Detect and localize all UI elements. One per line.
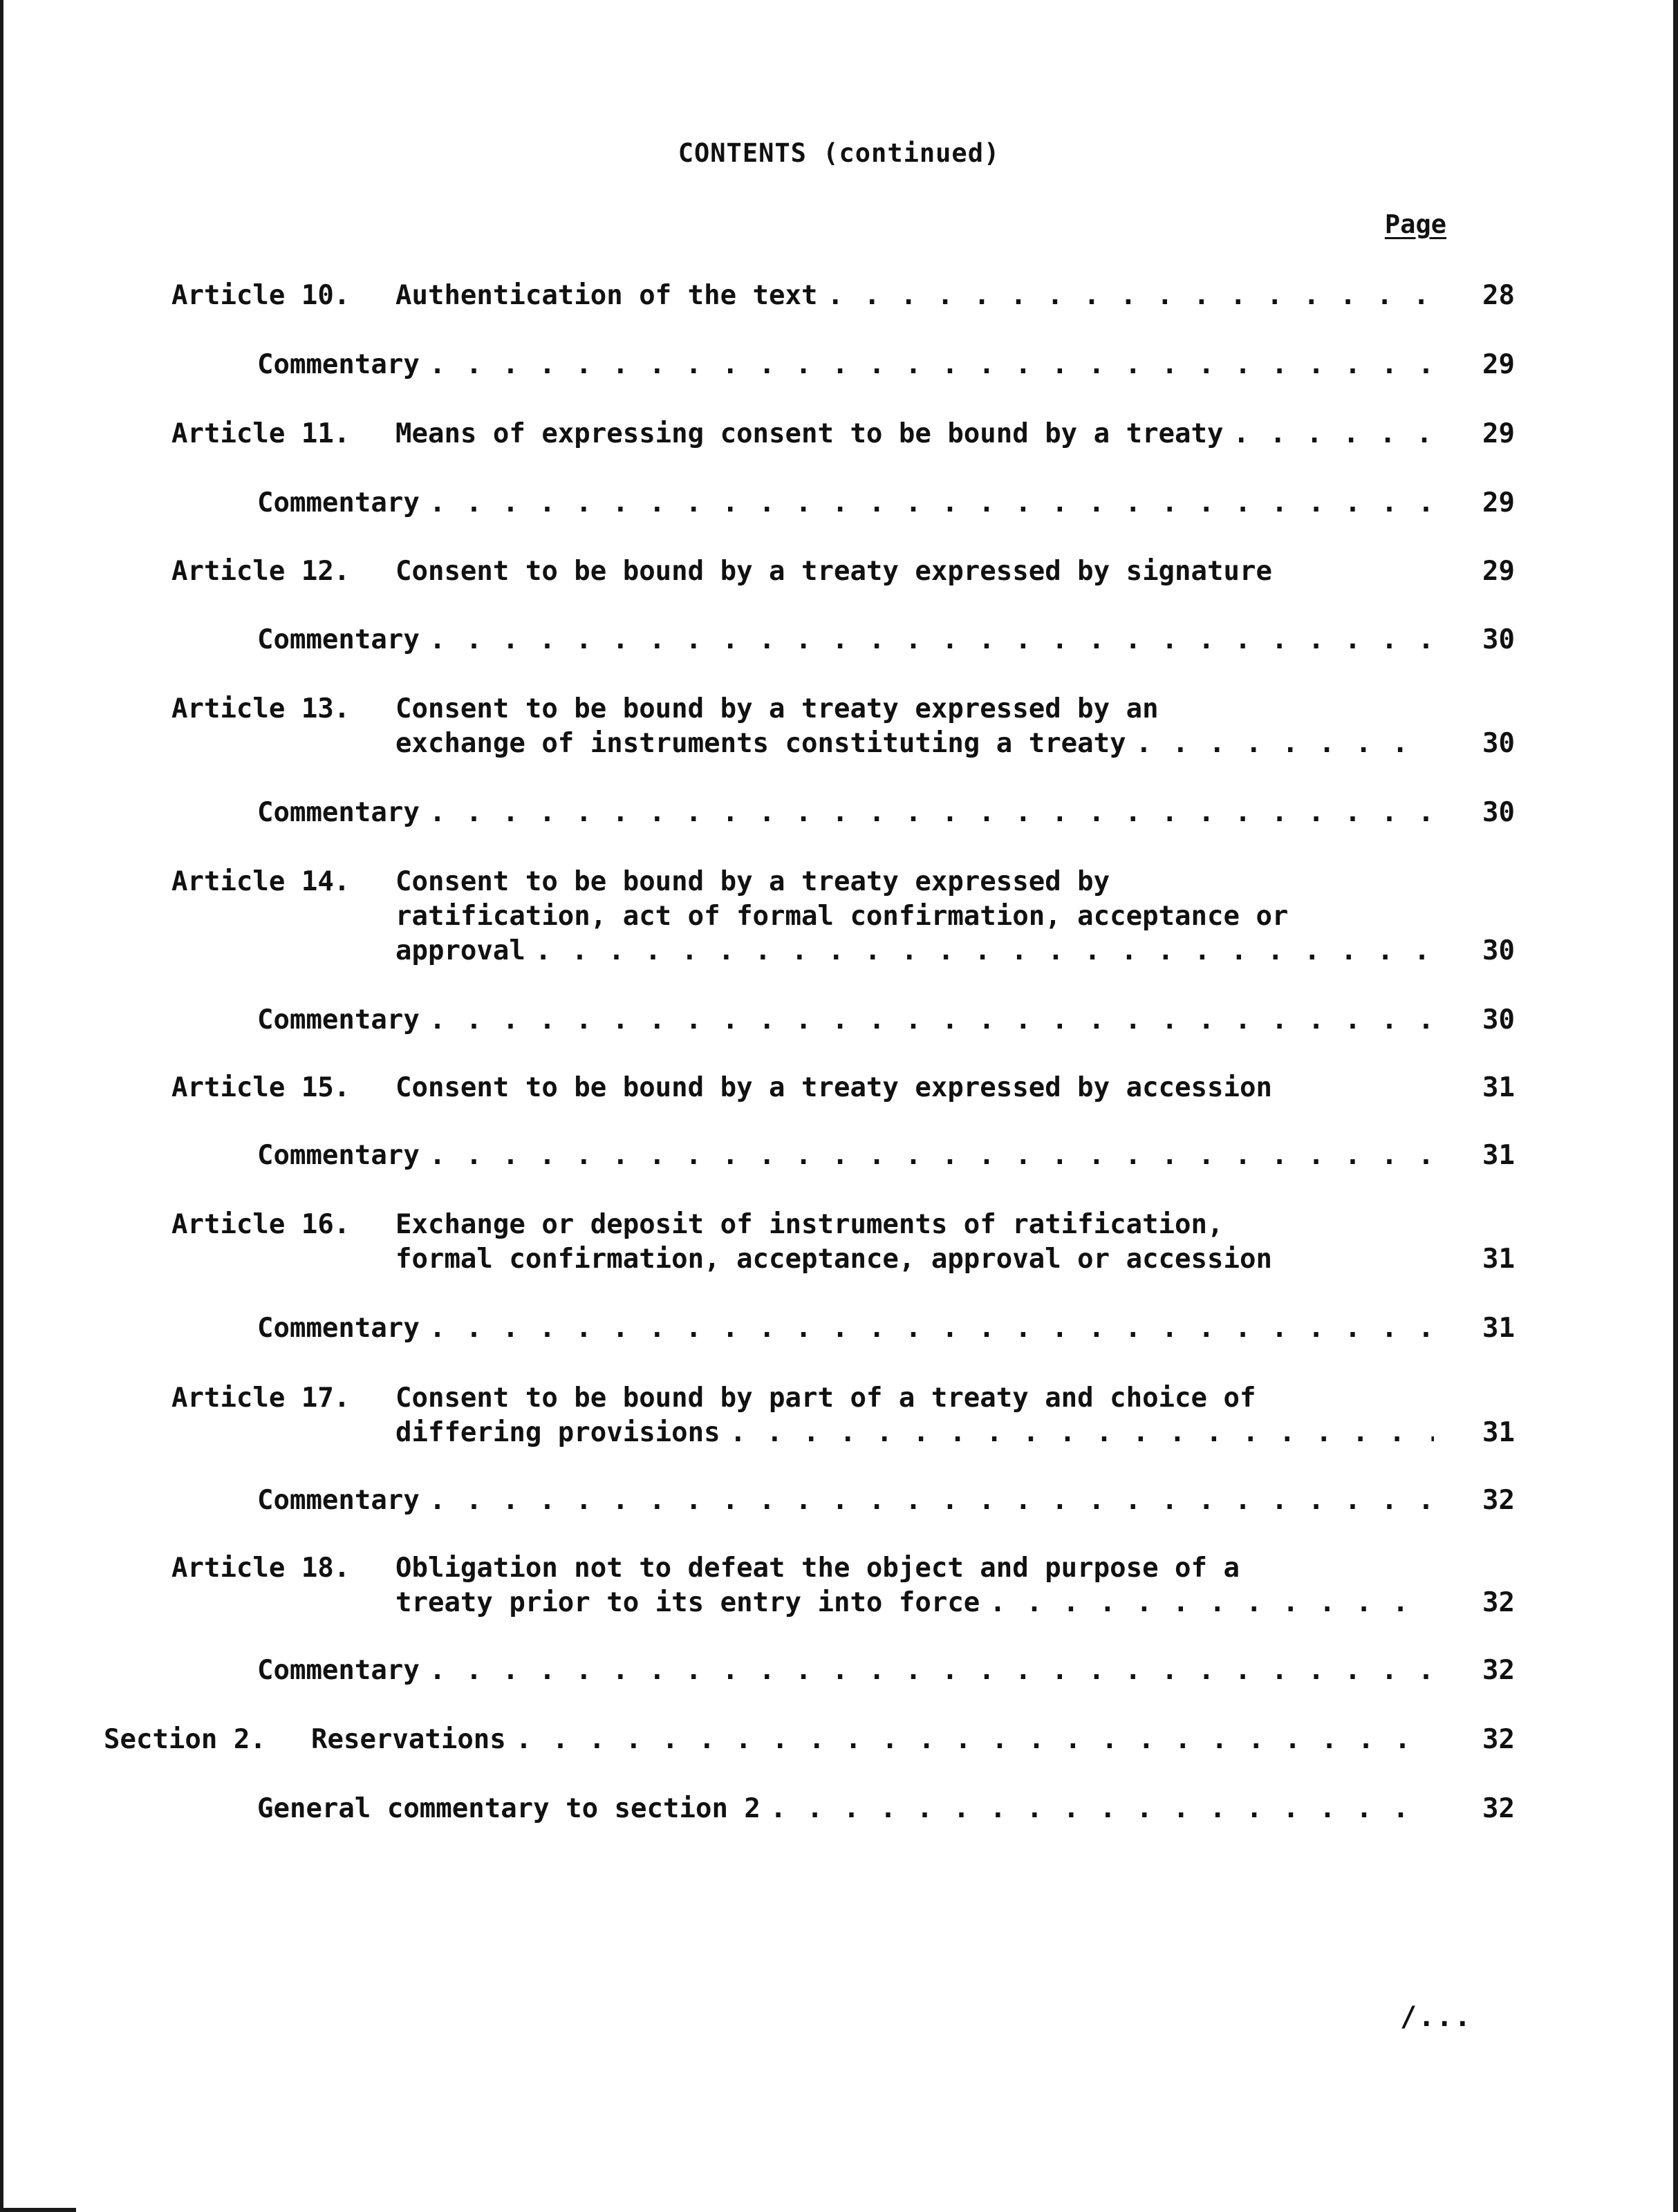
dot-leader xyxy=(770,1792,1434,1826)
toc-entry-article-17[interactable] xyxy=(395,1381,1515,1450)
toc-entry-commentary-article-10[interactable] xyxy=(257,348,1515,382)
scan-border-left xyxy=(0,0,3,2212)
toc-page-number: 29 xyxy=(1482,487,1515,518)
continuation-marker: /... xyxy=(1400,2001,1473,2033)
toc-label-article-16: Article 16. xyxy=(171,1209,351,1240)
toc-entry-title: Commentary xyxy=(257,487,420,518)
dot-leader xyxy=(429,796,1434,830)
toc-page-number: 31 xyxy=(1482,1313,1515,1344)
toc-entry-title: Commentary xyxy=(257,1004,420,1035)
scan-border-right xyxy=(1673,0,1678,2212)
dot-leader xyxy=(429,348,1434,382)
toc-page-number: 32 xyxy=(1482,1587,1515,1618)
toc-page-number: 32 xyxy=(1482,1724,1515,1755)
dot-leader xyxy=(429,1003,1434,1038)
toc-label-article-12: Article 12. xyxy=(171,556,351,587)
toc-page-number: 30 xyxy=(1482,728,1515,759)
toc-entry-commentary-article-11[interactable] xyxy=(257,486,1515,521)
toc-entry-commentary-article-12[interactable] xyxy=(257,623,1515,657)
toc-label-article-13: Article 13. xyxy=(171,693,351,724)
toc-entry-title-line-2: formal confirmation, acceptance, approval or accession xyxy=(395,1244,1272,1275)
toc-entry-commentary-article-16[interactable] xyxy=(257,1311,1515,1346)
toc-entry-title: Means of expressing consent to be bound by a treaty xyxy=(395,418,1224,449)
toc-page-number: 30 xyxy=(1482,624,1515,655)
toc-entry-title: Commentary xyxy=(257,349,420,380)
toc-page-number: 30 xyxy=(1482,797,1515,828)
dot-leader xyxy=(429,623,1434,657)
dot-leader xyxy=(989,1586,1434,1620)
toc-entry-title-line-1: Exchange or deposit of instruments of ratification, xyxy=(395,1209,1224,1240)
toc-entry-title: Authentication of the text xyxy=(395,280,818,311)
toc-label-article-18: Article 18. xyxy=(171,1553,351,1584)
toc-entry-title-line-2: exchange of instruments constituting a treaty xyxy=(395,728,1126,759)
toc-label-article-15: Article 15. xyxy=(171,1072,351,1103)
toc-entry-title: Commentary xyxy=(257,1655,420,1686)
toc-page-number: 29 xyxy=(1482,418,1515,449)
toc-entry-commentary-article-13[interactable] xyxy=(257,796,1515,830)
toc-entry-commentary-article-15[interactable] xyxy=(257,1138,1515,1173)
toc-label-section-2: Section 2. xyxy=(104,1724,266,1755)
toc-entry-title: Consent to be bound by a treaty expressed by accession xyxy=(395,1072,1272,1103)
toc-entry-commentary-article-14[interactable] xyxy=(257,1003,1515,1038)
toc-entry-title: Commentary xyxy=(257,1313,420,1344)
toc-label-article-10: Article 10. xyxy=(171,280,351,311)
toc-label-article-14: Article 14. xyxy=(171,866,351,897)
toc-entry-article-11[interactable] xyxy=(395,417,1515,451)
toc-entry-title-line-3: approval xyxy=(395,935,525,966)
dot-leader xyxy=(1136,727,1434,761)
toc-entry-article-10[interactable] xyxy=(395,279,1515,313)
toc-entry-title: Commentary xyxy=(257,797,420,828)
toc-entry-title-line-1: Consent to be bound by part of a treaty and choice of xyxy=(395,1382,1256,1414)
toc-entry-title: Reservations xyxy=(311,1724,506,1755)
toc-entry-title-line-2: differing provisions xyxy=(395,1417,720,1448)
dot-leader xyxy=(429,1483,1434,1518)
toc-page-number: 32 xyxy=(1482,1485,1515,1516)
toc-entry-title-line-2: ratification, act of formal confirmation, acceptance or xyxy=(395,901,1289,932)
dot-leader xyxy=(429,1653,1434,1688)
toc-label-article-11: Article 11. xyxy=(171,418,351,449)
toc-page-number: 32 xyxy=(1482,1655,1515,1686)
toc-entry-title: Commentary xyxy=(257,1140,420,1171)
dot-leader xyxy=(1233,417,1434,451)
toc-entry-title: General commentary to section 2 xyxy=(257,1793,761,1824)
toc-entry-article-13[interactable] xyxy=(395,692,1515,761)
toc-entry-title: Consent to be bound by a treaty expressed by signature xyxy=(395,556,1272,587)
dot-leader xyxy=(535,934,1434,968)
toc-entry-article-14[interactable] xyxy=(395,865,1515,968)
toc-entry-title-line-1: Obligation not to defeat the object and purpose of a xyxy=(395,1553,1240,1584)
toc-label-article-17: Article 17. xyxy=(171,1382,351,1414)
toc-entry-title-line-2: treaty prior to its entry into force xyxy=(395,1587,980,1618)
toc-entry-title: Commentary xyxy=(257,624,420,655)
toc-page-number: 29 xyxy=(1482,556,1515,587)
dot-leader xyxy=(516,1723,1434,1757)
toc-page-number: 29 xyxy=(1482,349,1515,380)
toc-page-number: 31 xyxy=(1482,1417,1515,1448)
toc-entry-article-18[interactable] xyxy=(395,1551,1515,1620)
dot-leader xyxy=(429,486,1434,521)
toc-page-number: 31 xyxy=(1482,1140,1515,1171)
toc-entry-title-line-1: Consent to be bound by a treaty expressed by xyxy=(395,866,1110,897)
toc-entry-article-12[interactable] xyxy=(395,554,1515,589)
toc-entry-general-commentary-section-2[interactable] xyxy=(257,1792,1515,1826)
toc-entry-commentary-article-18[interactable] xyxy=(257,1653,1515,1688)
toc-page-number: 30 xyxy=(1482,935,1515,966)
page-column-header: Page xyxy=(1384,209,1446,239)
toc-page-number: 32 xyxy=(1482,1793,1515,1824)
toc-entry-article-15[interactable] xyxy=(395,1071,1515,1105)
toc-entry-title-line-1: Consent to be bound by a treaty expressed by an xyxy=(395,693,1159,724)
dot-leader xyxy=(429,1311,1434,1346)
toc-entry-article-16[interactable] xyxy=(395,1208,1515,1277)
toc-page-number: 28 xyxy=(1482,280,1515,311)
toc-entry-section-2[interactable] xyxy=(311,1723,1515,1757)
toc-page-number: 30 xyxy=(1482,1004,1515,1035)
toc-entry-commentary-article-17[interactable] xyxy=(257,1483,1515,1518)
scan-border-bottom xyxy=(0,2208,76,2212)
dot-leader xyxy=(730,1416,1434,1450)
toc-page-number: 31 xyxy=(1482,1244,1515,1275)
page-title: CONTENTS (continued) xyxy=(678,138,1000,168)
toc-page-number: 31 xyxy=(1482,1072,1515,1103)
toc-entry-title: Commentary xyxy=(257,1485,420,1516)
dot-leader xyxy=(827,279,1434,313)
dot-leader xyxy=(429,1138,1434,1173)
